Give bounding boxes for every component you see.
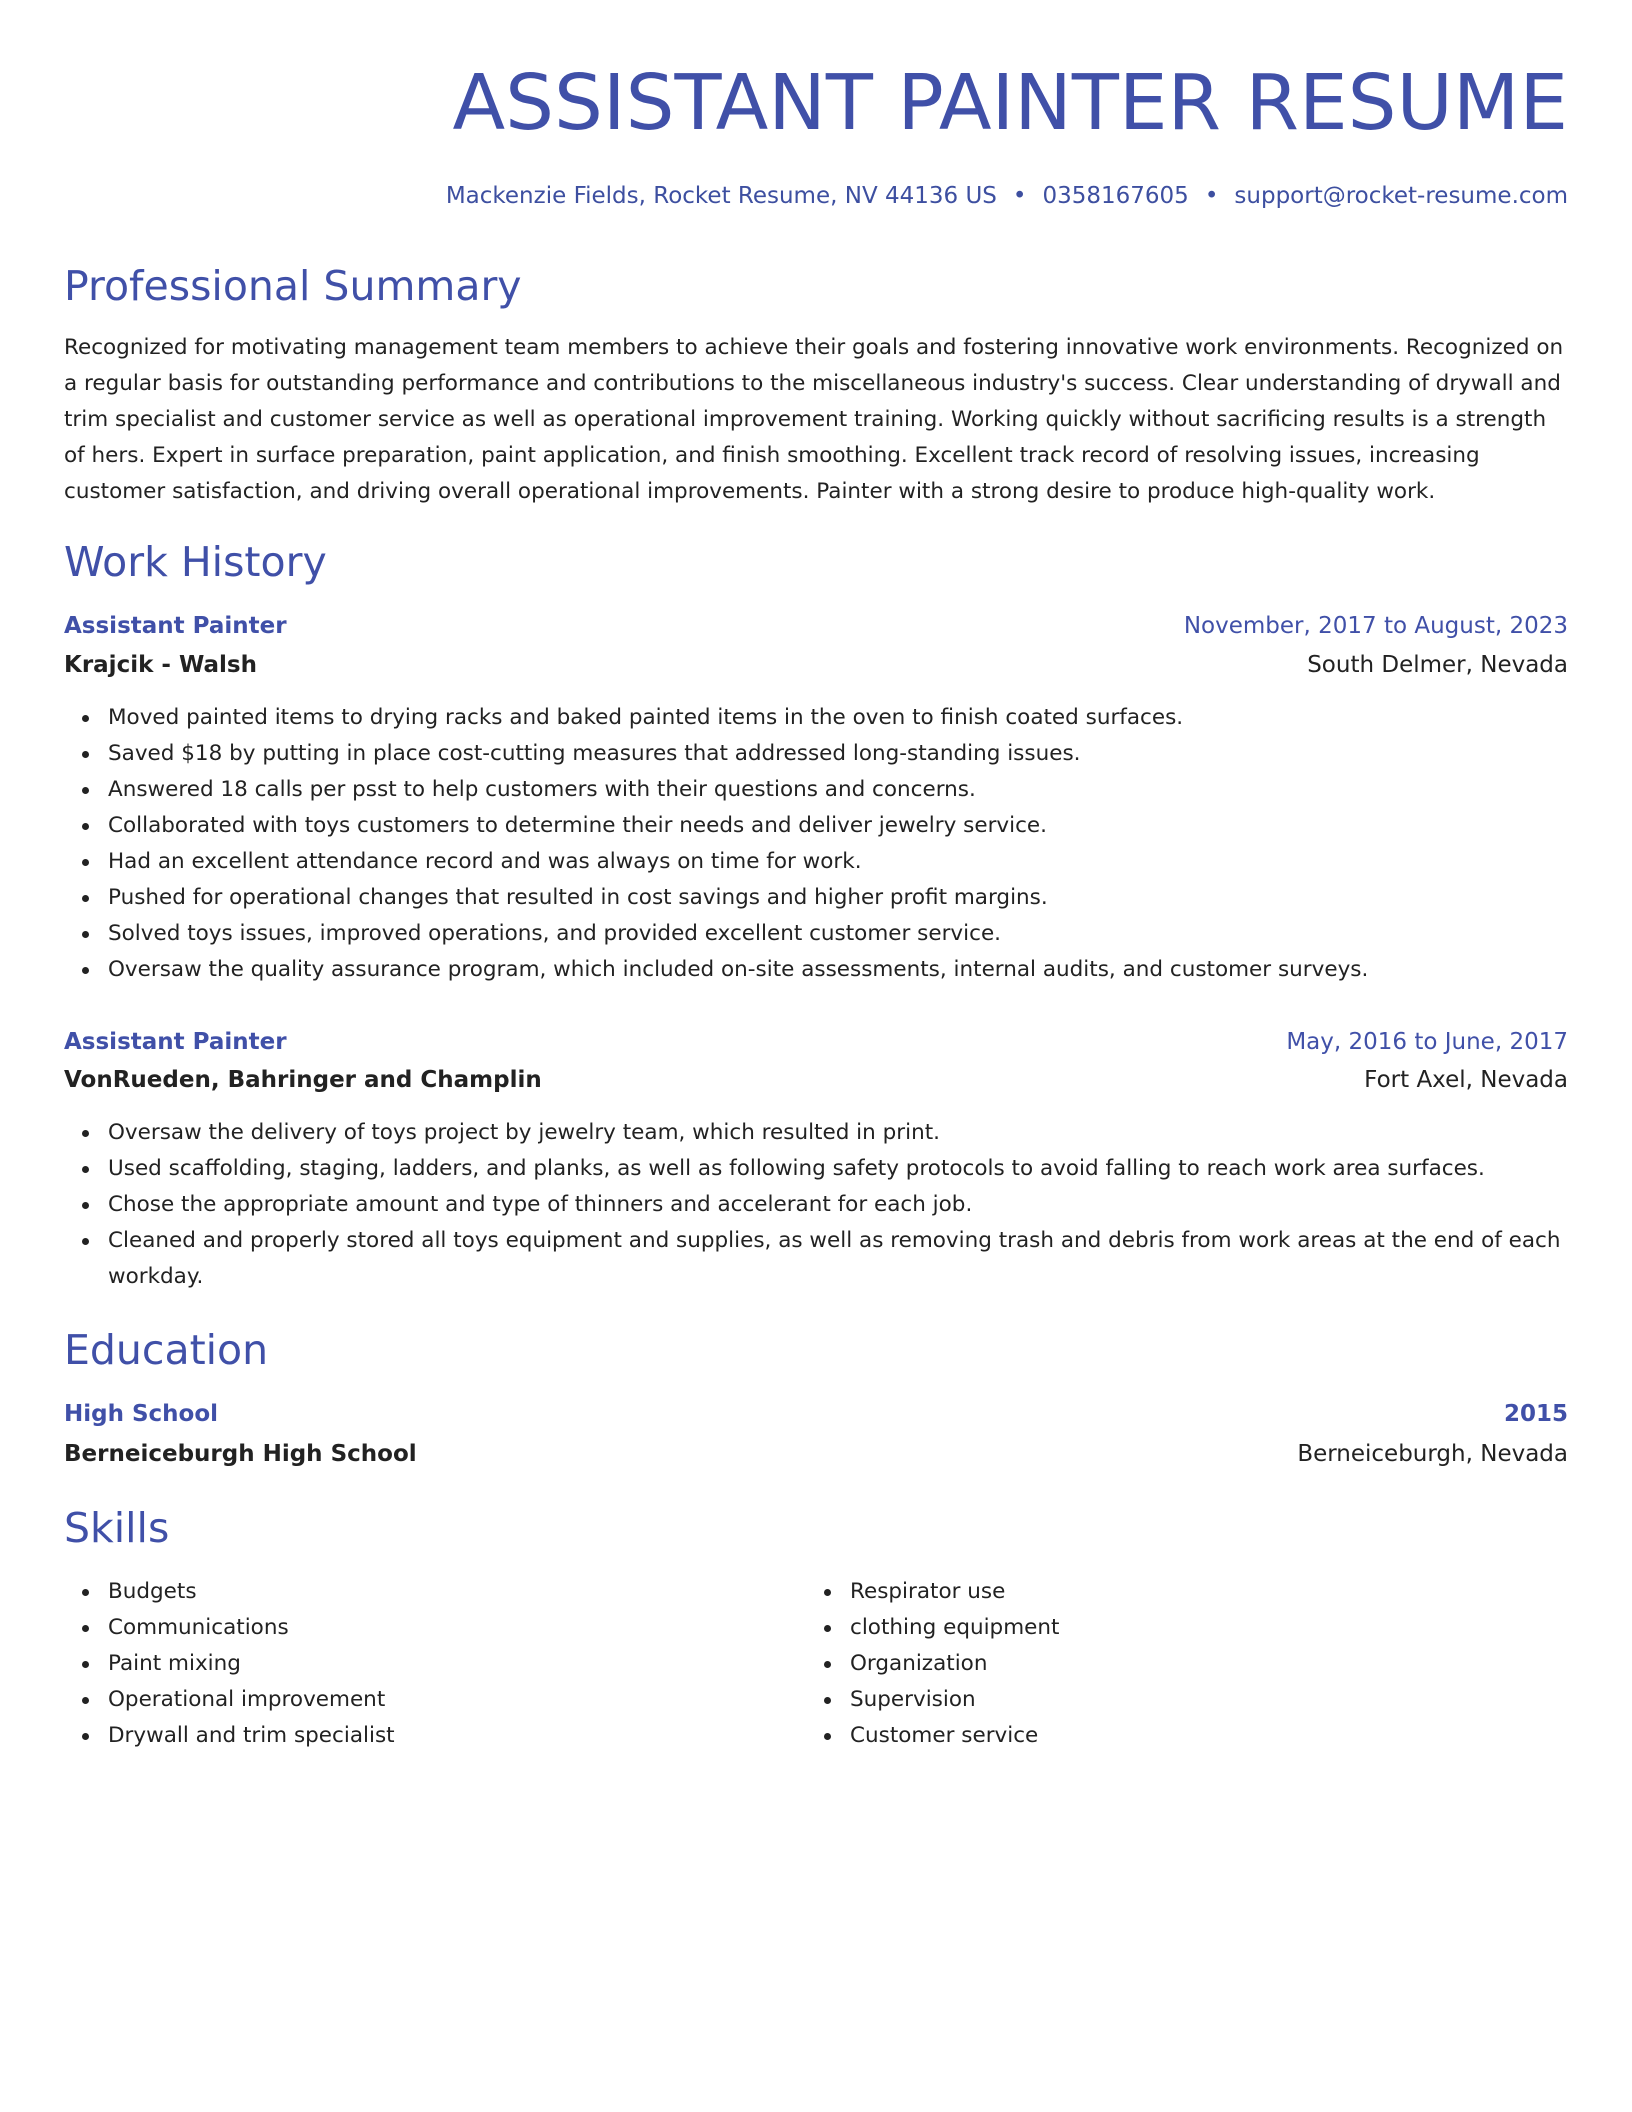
contact-line: [446, 180, 1568, 212]
job-1-company-row: [64, 647, 1568, 683]
list-item: Communications: [108, 1610, 808, 1646]
list-item: Paint mixing: [108, 1646, 808, 1682]
education-year: 2015: [1503, 1401, 1568, 1427]
job-2-title: Assistant Painter: [64, 1029, 287, 1055]
job-2-dates: May, 2016 to June, 2017: [1286, 1029, 1568, 1055]
list-item: Used scaffolding, staging, ladders, and planks, as well as following safety protocols to avoid falling to reach work area surfaces.: [108, 1151, 1568, 1187]
education-location: Berneiceburgh, Nevada: [1297, 1441, 1568, 1467]
list-item: Solved toys issues, improved operations, and provided excellent customer service.: [108, 916, 1568, 952]
list-item: clothing equipment: [850, 1610, 1550, 1646]
education-school: Berneiceburgh High School: [64, 1441, 417, 1467]
list-item: Operational improvement: [108, 1682, 808, 1718]
job-1-bullets: [64, 700, 1568, 988]
list-item: Had an excellent attendance record and was always on time for work.: [108, 844, 1568, 880]
list-item: Drywall and trim specialist: [108, 1718, 808, 1754]
job-1-dates: November, 2017 to August, 2023: [1183, 613, 1568, 639]
list-item: Supervision: [850, 1682, 1550, 1718]
list-item: Budgets: [108, 1574, 808, 1610]
education-school-row: [64, 1436, 1568, 1472]
job-2-company: VonRueden, Bahringer and Champlin: [64, 1067, 542, 1093]
skills-heading: Skills: [64, 1504, 170, 1552]
list-item: Oversaw the quality assurance program, which included on-site assessments, internal audits, and customer surveys.: [108, 952, 1568, 988]
work-history-heading: Work History: [64, 538, 327, 586]
job-1-title-row: [64, 608, 1568, 644]
summary-text: Recognized for motivating management team members to achieve their goals and fostering innovative work environments. Recognized on a regular basis for outstanding performance and contributions to the miscellaneous industry's success. Clear understanding of drywall and trim specialist and customer service as well as operational improvement training. Working quickly without sacrificing results is a strength of hers. Expert in surface preparation, paint application, and finish smoothing. Excellent track record of resolving issues, increasing customer satisfaction, and driving overall operational improvements. Painter with a strong desire to produce high-quality work.: [64, 335, 1564, 504]
skills-list-left: [64, 1574, 808, 1754]
job-2-title-row: [64, 1024, 1568, 1060]
education-degree: High School: [64, 1401, 219, 1427]
list-item: Chose the appropriate amount and type of thinners and accelerant for each job.: [108, 1187, 1568, 1223]
list-item: Saved $18 by putting in place cost-cutting measures that addressed long-standing issues.: [108, 736, 1568, 772]
list-item: Pushed for operational changes that resulted in cost savings and higher profit margins.: [108, 880, 1568, 916]
list-item: Respirator use: [850, 1574, 1550, 1610]
list-item: Oversaw the delivery of toys project by jewelry team, which resulted in print.: [108, 1115, 1568, 1151]
summary-heading: Professional Summary: [64, 262, 522, 310]
contact-email[interactable]: support@rocket-resume.com: [1234, 183, 1568, 209]
list-item: Organization: [850, 1646, 1550, 1682]
list-item: Moved painted items to drying racks and baked painted items in the oven to finish coated surfaces.: [108, 700, 1568, 736]
contact-separator: •: [1012, 183, 1027, 209]
education-degree-row: [64, 1396, 1568, 1432]
list-item: Collaborated with toys customers to determine their needs and deliver jewelry service.: [108, 808, 1568, 844]
contact-phone: 0358167605: [1042, 183, 1189, 209]
job-2-company-row: [64, 1062, 1568, 1098]
list-item: Cleaned and properly stored all toys equipment and supplies, as well as removing trash and debris from work areas at the end of each workday.: [108, 1223, 1568, 1295]
job-2-location: Fort Axel, Nevada: [1364, 1067, 1568, 1093]
contact-separator: •: [1204, 183, 1219, 209]
job-2-bullets: [64, 1115, 1568, 1295]
resume-title: ASSISTANT PAINTER RESUME: [452, 59, 1568, 148]
job-1-title: Assistant Painter: [64, 613, 287, 639]
education-heading: Education: [64, 1326, 269, 1374]
list-item: Customer service: [850, 1718, 1550, 1754]
job-1-location: South Delmer, Nevada: [1307, 652, 1568, 678]
job-1-company: Krajcik - Walsh: [64, 652, 257, 678]
list-item: Answered 18 calls per psst to help customers with their questions and concerns.: [108, 772, 1568, 808]
skills-list-right: [806, 1574, 1550, 1754]
contact-address: Mackenzie Fields, Rocket Resume, NV 44136 US: [445, 183, 997, 209]
